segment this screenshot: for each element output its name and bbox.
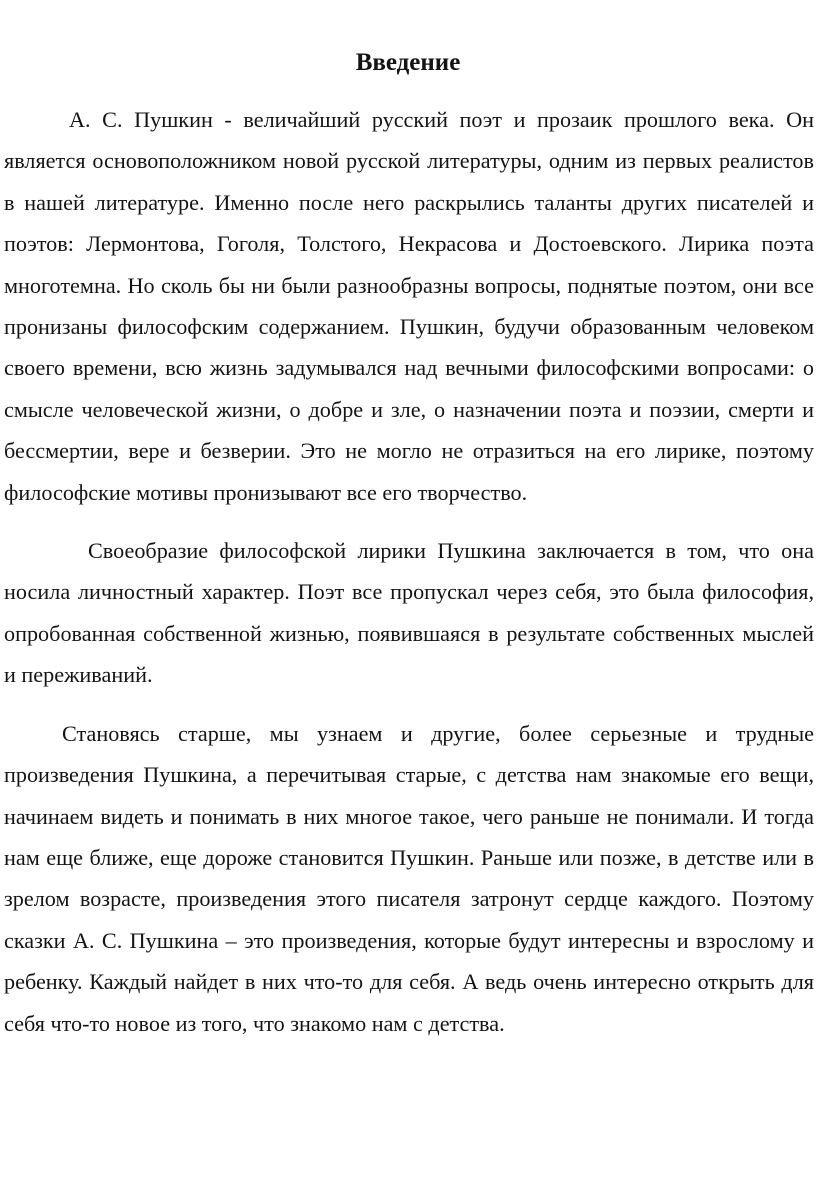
paragraph-2: Своеобразие философской лирики Пушкина заключается в том, что она носила личностный характер. Поэт все пропускал через себя, это была философия, опробованная собственной жизнью, появившаяся в результате собственных мыслей и переживаний. [4,538,814,688]
page-title: Введение [355,49,461,76]
paragraph-3: Становясь старше, мы узнаем и другие, более серьезные и трудные произведения Пушкина, а перечитывая старые, с детства нам знакомые его вещи, начинаем видеть и понимать в них многое такое, чего раньше не понимали. И тогда нам еще ближе, еще дороже становится Пушкин. Раньше или позже, в детстве или в зрелом возрасте, произведения этого писателя затронут сердце каждого. Поэтому сказки А. С. Пушкина – это произведения, которые будут интересны и взрослому и ребенку. Каждый найдет в них что-то для себя. А ведь очень интересно открыть для себя что-то новое из того, что знакомо нам с детства. [4,720,814,1036]
paragraph-1: А. С. Пушкин - величайший русский поэт и прозаик прошлого века. Он является основоположником новой русской литературы, одним из первых реалистов в нашей литературе. Именно после него раскрылись таланты других писателей и поэтов: Лермонтова, Гоголя, Толстого, Некрасова и Достоевского. Лирика поэта многотемна. Но сколь бы ни были разнообразны вопросы, поднятые поэтом, они все пронизаны философским содержанием. Пушкин, будучи образованным человеком своего времени, всю жизнь задумывался над вечными философскими вопросами: о смысле человеческой жизни, о добре и зле, о назначении поэта и поэзии, смерти и бессмертии, вере и безверии. Это не могло не отразиться на его лирике, поэтому философские мотивы пронизывают все его творчество. [4,107,814,505]
